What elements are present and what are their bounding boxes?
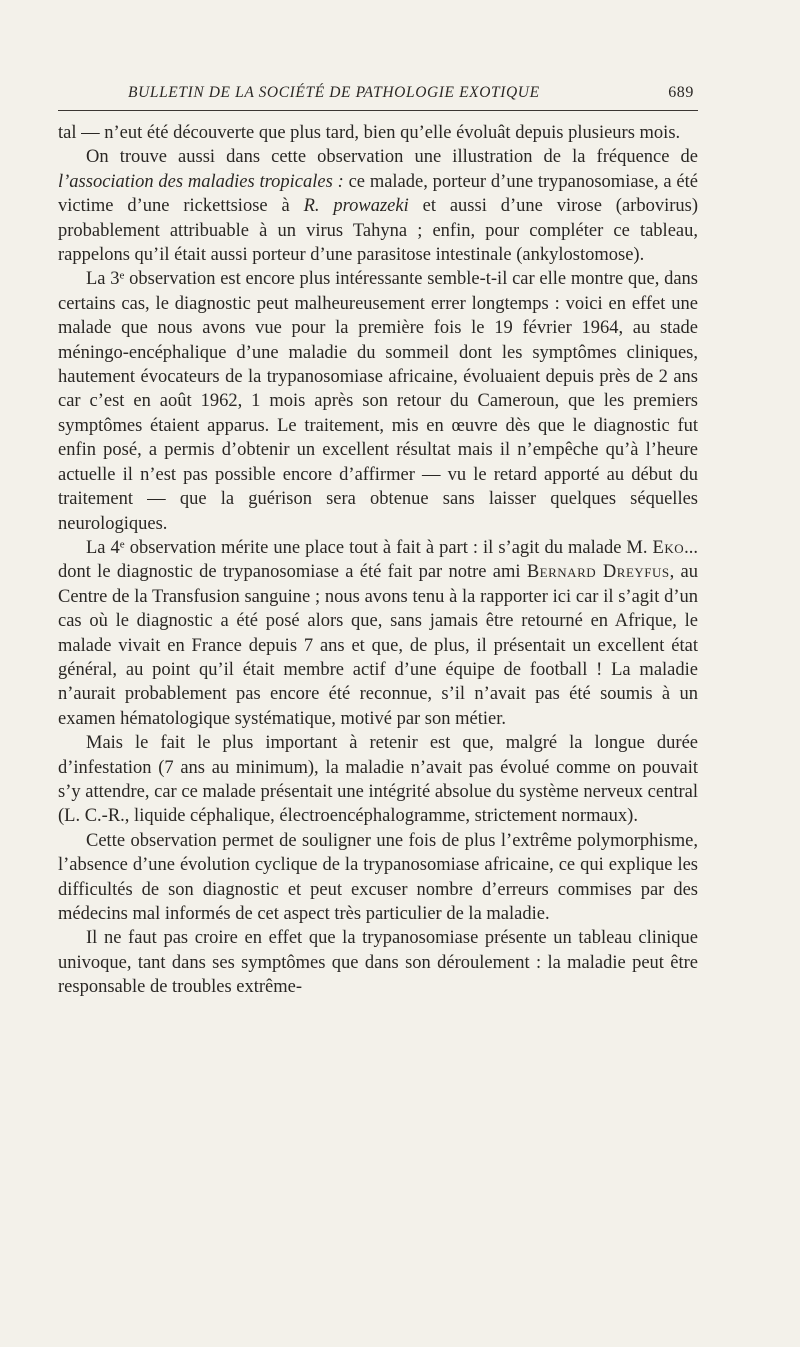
patient-name: Eko bbox=[652, 537, 685, 558]
author-name: Bernard Dreyfus bbox=[526, 562, 670, 583]
ordinal-superscript: e bbox=[119, 538, 125, 551]
emphasis-species: R. prowazeki bbox=[303, 196, 409, 217]
header-rule bbox=[58, 110, 698, 111]
paragraph-3: La 3e observation est encore plus intéressante semble-t-il car elle montre que, dans certains cas, le diagnostic peut malheureusement errer longtemps : voici en effet une malade que nous avons vue pour la première fois le 19 février 1964, au stade méningo-encéphalique d’une maladie du sommeil dont les symptômes cliniques, hautement évocateurs de la trypanosomiase africaine, évoluaient depuis près de 2 ans car c’est en août 1962, 1 mois après son retour du Cameroun, que les premiers symptômes étaient apparus. Le traitement, mis en œuvre dès que le diagnostic fut enfin posé, a permis d’obtenir un excellent résultat mais il n’empêche qu’à l’heure actuelle il n’est pas possible encore d’affirmer — vu le retard apporté au début du traitement — que la guérison sera obtenue sans laisser quelques séquelles neurologiques. bbox=[58, 269, 698, 534]
ordinal-superscript: e bbox=[119, 269, 125, 282]
paragraph-6: Cette observation permet de souligner une fois de plus l’extrême polymorphisme, l’absence d’une évolution cyclique de la trypanosomiase africaine, ce qui explique les difficultés de son diagnostic et peut excuser nombre d’erreurs commises par des médecins mal informés de cet aspect très particulier de la maladie. bbox=[58, 830, 698, 924]
paragraph-7: Il ne faut pas croire en effet que la trypanosomiase présente un tableau clinique univoque, tant dans ses symptômes que dans son déroulement : la maladie peut être responsable de troubles extrême- bbox=[58, 928, 698, 998]
journal-page bbox=[58, 80, 698, 1000]
emphasis-association: l’association des maladies tropicales : bbox=[58, 171, 344, 192]
paragraph-5: Mais le fait le plus important à retenir est que, malgré la longue durée d’infestation (7 ans au minimum), la maladie n’avait pas évolué comme on pouvait s’y attendre, car ce malade présentait une intégrité absolue du système nerveux central (L. C.-R., liquide céphalique, électroencéphalogramme, strictement normaux). bbox=[58, 733, 698, 827]
running-header bbox=[58, 80, 698, 108]
paragraph-1: tal — n’eut été découverte que plus tard, bien qu’elle évoluât depuis plusieurs mois. bbox=[58, 123, 681, 143]
page-number: 689 bbox=[668, 84, 694, 101]
paragraph-2: On trouve aussi dans cette observation une illustration de la fréquence de l’association des maladies tropicales : ce malade, porteur d’une trypanosomiase, a été victime d’une rickettsiose à R. prowazeki et aussi d’une virose (arbovirus) probablement attribuable à un virus Tahyna ; enfin, pour compléter ce tableau, rappelons qu’il était aussi porteur d’une parasitose intestinale (ankylostomose). bbox=[58, 147, 698, 266]
body-text bbox=[58, 121, 698, 1000]
paragraph-4: La 4e observation mérite une place tout à fait à part : il s’agit du malade M. Eko... dont le diagnostic de trypanosomiase a été fait par notre ami Bernard Dreyfus, au Centre de la Transfusion sanguine ; nous avons tenu à la rapporter ici car il s’agit d’un cas où le diagnostic a été posé alors que, sans jamais être retourné en Afrique, le malade vivait en France depuis 7 ans et que, de plus, il présentait un excellent état général, au point qu’il était membre actif d’une équipe de football ! La maladie n’aurait probablement pas encore été reconnue, s’il n’avait pas été soumis à un examen hématologique systématique, motivé par son métier. bbox=[58, 537, 699, 729]
journal-title: BULLETIN DE LA SOCIÉTÉ DE PATHOLOGIE EXOTIQUE bbox=[128, 84, 540, 101]
